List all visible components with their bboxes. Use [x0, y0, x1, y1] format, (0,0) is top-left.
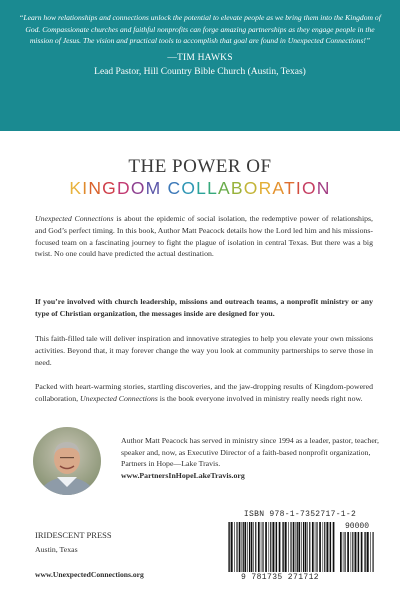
author-website-link[interactable]: www.PartnersInHopeLakeTravis.org [121, 470, 245, 480]
book-title-italic: Unexpected Connections [35, 214, 114, 223]
heading-letter: L [196, 178, 208, 198]
heading-line1: THE POWER OF [128, 156, 272, 177]
heading-letter: N [88, 178, 103, 198]
endorsement-quote: “Learn how relationships and connections unlock the potential to elevate people as we bring them into the Kingdom of God. Compassionate churches and faithful nonprofits can forge amazing partnerships as they engage people in the mission of Jesus. The vision and practical tools to accomplish that goal are found in Unexpected Connections!” [19, 13, 381, 46]
publisher-name: IRIDESCENT PRESS [35, 530, 112, 540]
heading-line2 [0, 178, 400, 199]
author-bio [121, 435, 379, 481]
paragraph-4-text-a: Packed with heart-warming stories, startling discoveries, and the jaw-dropping results of Kingdom-powered collaboration, [35, 382, 373, 403]
endorsement-role: Lead Pastor, Hill Country Bible Church (Austin, Texas) [94, 66, 306, 77]
publisher-city: Austin, Texas [35, 545, 78, 554]
isbn-text: ISBN 978-1-7352717-1-2 [243, 510, 357, 519]
heading-letter: C [167, 178, 182, 198]
paragraph-4-text-b: is the book everyone involved in ministry really needs right now. [157, 393, 363, 403]
heading-letter: O [181, 178, 197, 198]
heading-letter: R [258, 178, 273, 198]
heading-letter: M [145, 178, 162, 198]
ean-number-text: 9 781735 271712 [240, 573, 319, 582]
endorsement-name: —TIM HAWKS [167, 52, 233, 63]
heading-letter: G [102, 178, 117, 198]
endorsement-band [0, 0, 400, 131]
heading-letter: B [230, 178, 244, 198]
book-website-link[interactable]: www.UnexpectedConnections.org [35, 570, 144, 579]
book-title-italic-2: Unexpected Connections [80, 393, 158, 403]
heading-letter: T [284, 178, 296, 198]
author-photo [33, 427, 101, 495]
price-addon-text: 90000 [344, 522, 369, 531]
heading-letter: N [316, 178, 331, 198]
paragraph-4 [35, 381, 373, 405]
paragraph-1-text: is about the epidemic of social isolation, the redemptive power of relationships, and God’s perfect timing. In this book, Author Matt Peacock details how the Lord led him and his missions-focused team on a fascinating journey to fight the plague of isolation in central Texas. But there was a big twist. No one could have predicted the actual destination. [35, 214, 373, 259]
heading-letter: O [130, 178, 146, 198]
ean-barcode-bars [228, 522, 336, 572]
paragraph-3: This faith-filled tale will deliver inspiration and innovative strategies to help you elevate your own missions activities. Beyond that, it may forever change the way you look at community partnerships to serve those in need. [35, 334, 373, 367]
heading-letter: A [272, 178, 284, 198]
heading-letter: L [207, 178, 219, 198]
heading-letter: I [295, 178, 302, 198]
heading-letter: I [82, 178, 89, 198]
paragraph-1 [35, 213, 373, 260]
heading-letter: A [218, 178, 231, 198]
heading-letter: D [116, 178, 131, 198]
paragraph-2-bold: If you’re involved with church leadership, missions and outreach teams, a nonprofit ministry or any type of Christian organization, the messages inside are designed for you. [35, 297, 373, 318]
author-bio-text: Author Matt Peacock has served in ministry since 1994 as a leader, pastor, teacher, speaker and, now, as Executive Director of a faith-based nonprofit organization, Partners in Hope—Lake Travis. [121, 436, 380, 469]
heading-letter: K [69, 178, 83, 198]
heading-letter: O [243, 178, 259, 198]
barcode [224, 510, 376, 586]
heading-letter: O [301, 178, 317, 198]
addon-barcode-bars [340, 532, 374, 572]
